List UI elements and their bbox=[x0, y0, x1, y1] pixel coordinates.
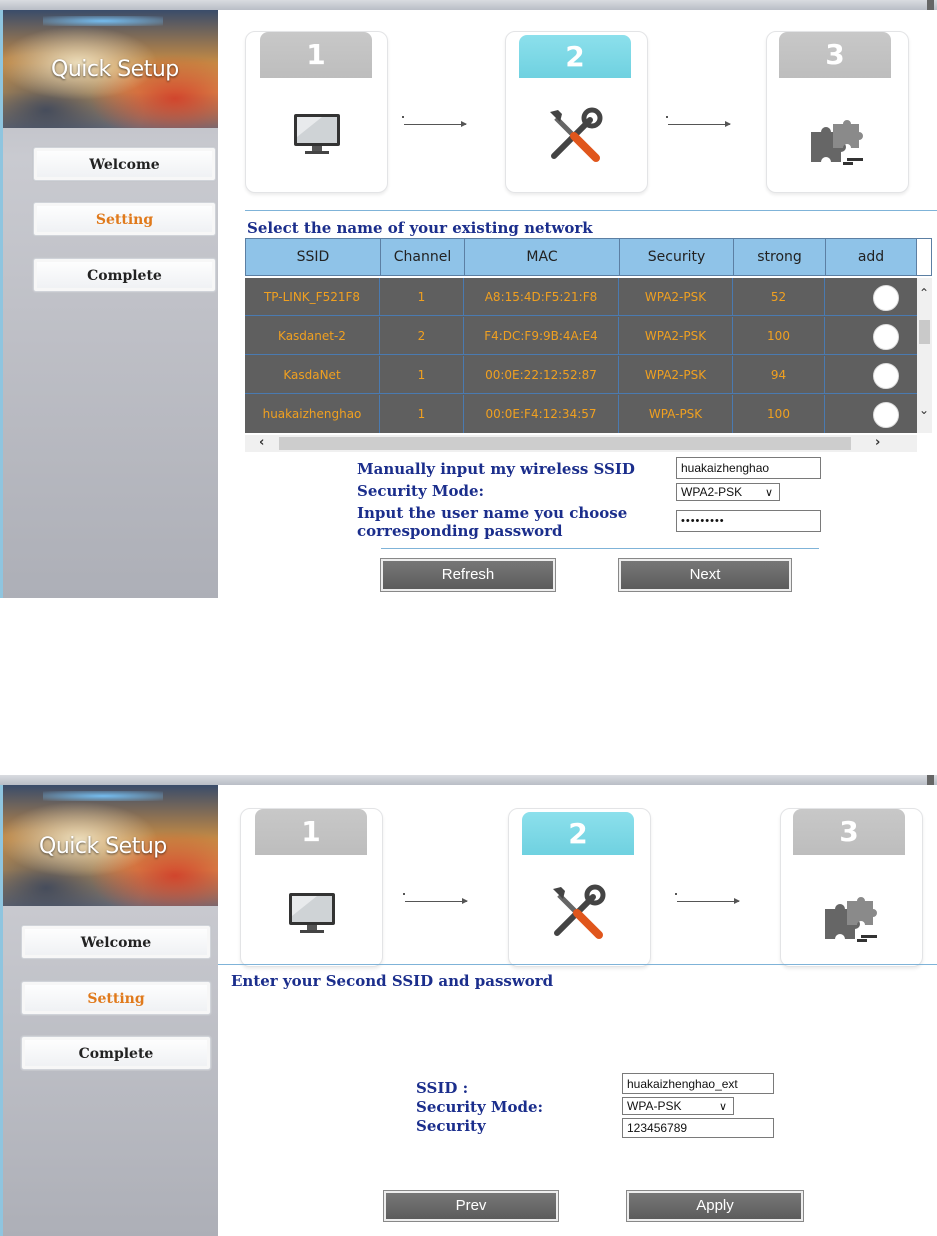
manual-ssid-input[interactable]: huakaizhenghao bbox=[676, 457, 821, 479]
security-mode-value: WPA-PSK bbox=[627, 1099, 682, 1113]
cell-strong: 94 bbox=[733, 356, 825, 394]
step-3-number: 3 bbox=[779, 32, 891, 78]
step-arrow-2 bbox=[677, 901, 739, 902]
cell-security: WPA2-PSK bbox=[619, 278, 733, 316]
ssid-label: SSID : bbox=[416, 1079, 469, 1097]
add-radio-button[interactable] bbox=[873, 363, 899, 389]
cell-add bbox=[825, 278, 917, 316]
cell-ssid: Kasdanet-2 bbox=[245, 317, 380, 355]
cell-strong: 52 bbox=[733, 278, 825, 316]
security-mode-select[interactable] bbox=[676, 483, 780, 501]
sidebar-item-setting[interactable]: Setting bbox=[21, 981, 211, 1015]
sidebar bbox=[0, 10, 218, 598]
section-title: Enter your Second SSID and password bbox=[231, 972, 554, 990]
cell-channel: 1 bbox=[380, 356, 464, 394]
password-input[interactable]: ••••••••• bbox=[676, 510, 821, 532]
cell-channel: 1 bbox=[380, 278, 464, 316]
tools-icon bbox=[547, 883, 607, 943]
step-arrow-2 bbox=[668, 124, 730, 125]
step-2-number: 2 bbox=[519, 35, 631, 78]
cell-add bbox=[825, 395, 917, 433]
add-radio-button[interactable] bbox=[873, 402, 899, 428]
step-1-number: 1 bbox=[260, 32, 372, 78]
horizontal-scrollbar[interactable] bbox=[245, 435, 917, 452]
divider-line bbox=[218, 964, 937, 965]
monitor-icon bbox=[287, 891, 337, 935]
sidebar-item-complete[interactable]: Complete bbox=[33, 258, 216, 292]
step-1-number: 1 bbox=[255, 809, 367, 855]
step-3-number: 3 bbox=[793, 809, 905, 855]
table-body bbox=[245, 278, 917, 433]
quick-setup-title: Quick Setup bbox=[51, 57, 179, 82]
add-radio-button[interactable] bbox=[873, 324, 899, 350]
step-2-card bbox=[508, 808, 651, 967]
column-header-security[interactable]: Security bbox=[620, 239, 734, 275]
cell-ssid: KasdaNet bbox=[245, 356, 380, 394]
step-2-card bbox=[505, 31, 648, 193]
section-title: Select the name of your existing network bbox=[247, 219, 593, 237]
add-radio-button[interactable] bbox=[873, 285, 899, 311]
scrollbar-thumb[interactable] bbox=[919, 320, 930, 344]
window-top-bar bbox=[0, 0, 937, 10]
cell-channel: 2 bbox=[380, 317, 464, 355]
sidebar-item-welcome[interactable]: Welcome bbox=[21, 925, 211, 959]
table-row[interactable] bbox=[245, 395, 917, 433]
step-2-number: 2 bbox=[522, 812, 634, 855]
window-top-bar bbox=[0, 775, 937, 785]
cell-security: WPA2-PSK bbox=[619, 317, 733, 355]
tools-icon bbox=[544, 106, 604, 166]
column-header-channel[interactable]: Channel bbox=[381, 239, 465, 275]
password-label-line1: Input the user name you choose bbox=[357, 504, 628, 522]
cell-channel: 1 bbox=[380, 395, 464, 433]
chevron-down-icon[interactable]: ⌄ bbox=[919, 403, 930, 417]
setup-screen-second-ssid bbox=[0, 775, 937, 1236]
prev-button[interactable]: Prev bbox=[384, 1191, 558, 1221]
table-row[interactable] bbox=[245, 317, 917, 355]
cell-add bbox=[825, 317, 917, 355]
security-key-input[interactable]: 123456789 bbox=[622, 1118, 774, 1138]
quick-setup-title: Quick Setup bbox=[39, 834, 167, 859]
cell-ssid: TP-LINK_F521F8 bbox=[245, 278, 380, 316]
second-ssid-input[interactable]: huakaizhenghao_ext bbox=[622, 1073, 774, 1094]
password-label-line2: corresponding password bbox=[357, 522, 563, 540]
monitor-icon bbox=[292, 112, 342, 156]
refresh-button[interactable]: Refresh bbox=[381, 559, 555, 591]
next-button[interactable]: Next bbox=[619, 559, 791, 591]
manual-ssid-label: Manually input my wireless SSID bbox=[357, 460, 635, 478]
security-mode-label: Security Mode: bbox=[416, 1098, 544, 1116]
security-mode-label: Security Mode: bbox=[357, 482, 485, 500]
cell-security: WPA-PSK bbox=[619, 395, 733, 433]
step-3-card bbox=[780, 808, 923, 967]
cell-mac: F4:DC:F9:9B:4A:E4 bbox=[464, 317, 619, 355]
cell-mac: 00:0E:22:12:52:87 bbox=[464, 356, 619, 394]
step-1-card bbox=[240, 808, 383, 967]
column-header-mac[interactable]: MAC bbox=[465, 239, 620, 275]
table-header-tail bbox=[917, 238, 932, 276]
cell-mac: A8:15:4D:F5:21:F8 bbox=[464, 278, 619, 316]
security-label: Security bbox=[416, 1117, 486, 1135]
column-header-strong[interactable]: strong bbox=[734, 239, 826, 275]
network-table bbox=[245, 238, 932, 455]
vertical-scrollbar[interactable] bbox=[917, 278, 932, 433]
cell-ssid: huakaizhenghao bbox=[245, 395, 380, 433]
sidebar-item-welcome[interactable]: Welcome bbox=[33, 147, 216, 181]
scrollbar-thumb[interactable] bbox=[279, 437, 851, 450]
cell-mac: 00:0E:F4:12:34:57 bbox=[464, 395, 619, 433]
security-mode-select[interactable] bbox=[622, 1097, 734, 1115]
setup-screen-network-select bbox=[0, 0, 937, 598]
cell-strong: 100 bbox=[733, 317, 825, 355]
chevron-down-icon: ∨ bbox=[764, 487, 773, 499]
chevron-up-icon[interactable]: ⌃ bbox=[919, 286, 930, 300]
form-divider bbox=[381, 548, 819, 549]
divider-line bbox=[245, 210, 937, 211]
cell-add bbox=[825, 356, 917, 394]
security-mode-value: WPA2-PSK bbox=[681, 485, 743, 499]
step-arrow-1 bbox=[404, 124, 466, 125]
cell-strong: 100 bbox=[733, 395, 825, 433]
apply-button[interactable]: Apply bbox=[627, 1191, 803, 1221]
table-row[interactable] bbox=[245, 356, 917, 394]
puzzle-icon bbox=[817, 895, 881, 945]
sidebar-item-setting[interactable]: Setting bbox=[33, 202, 216, 236]
table-row[interactable] bbox=[245, 278, 917, 316]
step-arrow-1 bbox=[405, 901, 467, 902]
sidebar bbox=[0, 785, 218, 1236]
cell-security: WPA2-PSK bbox=[619, 356, 733, 394]
puzzle-icon bbox=[803, 118, 867, 168]
chevron-left-icon[interactable]: ‹ bbox=[259, 435, 265, 450]
quick-setup-banner bbox=[3, 785, 218, 906]
column-header-add[interactable]: add bbox=[857, 249, 885, 265]
sidebar-item-complete[interactable]: Complete bbox=[21, 1036, 211, 1070]
chevron-down-icon: ∨ bbox=[718, 1101, 727, 1113]
table-header bbox=[245, 238, 917, 276]
quick-setup-banner bbox=[3, 10, 218, 128]
step-3-card bbox=[766, 31, 909, 193]
column-header-ssid[interactable]: SSID bbox=[246, 239, 381, 275]
step-1-card bbox=[245, 31, 388, 193]
chevron-right-icon[interactable]: › bbox=[875, 435, 881, 450]
